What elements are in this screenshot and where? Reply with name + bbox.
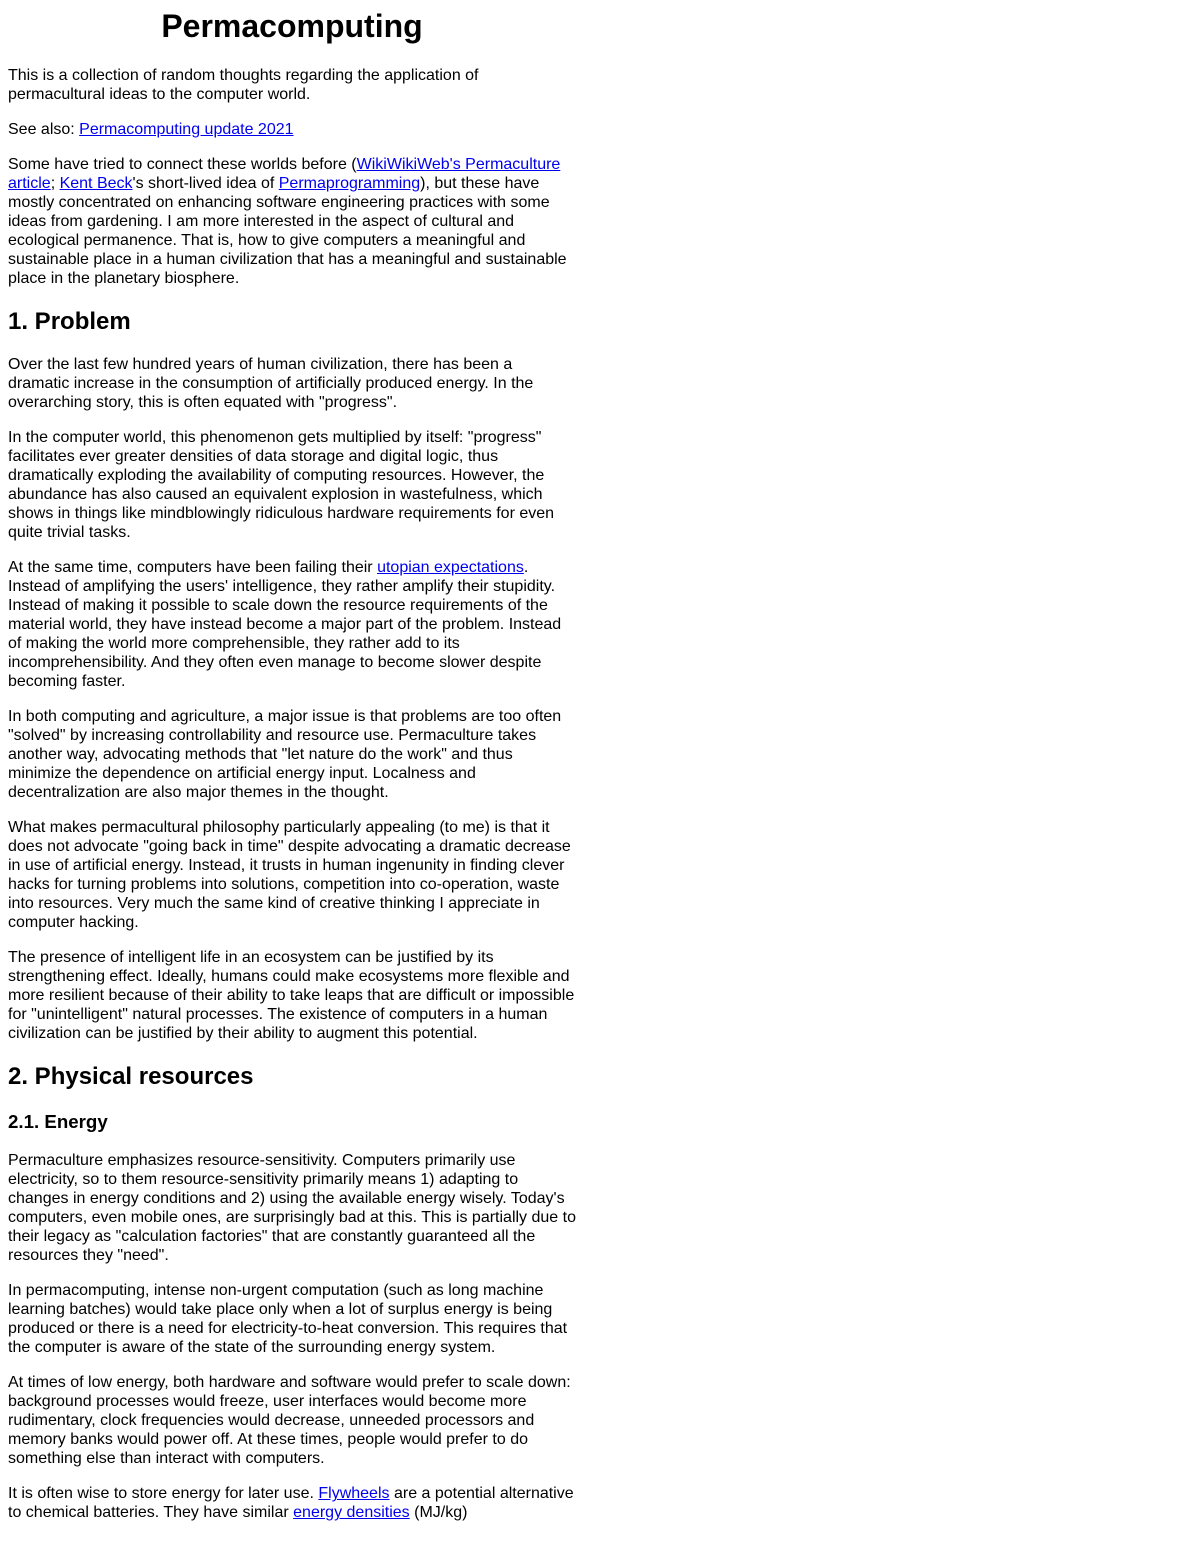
text-run: In the computer world, this phenomenon gets multiplied by itself: "progress" facilitates ever greater densities of data storage and digital logic, thus dramatically exploding the availability of computing resources. However, the abundance has also caused an equivalent explosion in wastefulness, which shows in things like mindblowingly ridiculous hardware requirements for even quite trivial tasks. bbox=[8, 429, 555, 542]
text-run: Permaculture emphasizes resource-sensitivity. Computers primarily use electricity, so to them resource-sensitivity primarily means 1) adapting to changes in energy conditions and 2) using the available energy wisely. Today's computers, even mobile ones, are surprisingly bad at this. This is partially due to their legacy as "calculation factories" that are constantly guaranteed all the resources they "need". bbox=[8, 1152, 576, 1265]
paragraph bbox=[8, 558, 576, 691]
heading-2-physical-resources: 2. Physical resources bbox=[8, 1063, 254, 1091]
text-run: 's short-lived idea of bbox=[132, 174, 279, 192]
text-run: Over the last few hundred years of human civilization, there has been a dramatic increase in the consumption of artificially produced energy. In the overarching story, this is often equated with "progress". bbox=[8, 356, 534, 412]
heading-2-1-energy: 2.1. Energy bbox=[8, 1110, 108, 1132]
paragraph bbox=[8, 355, 576, 412]
text-run: ), but these have mostly concentrated on enhancing software engineering practices with some ideas from gardening. I am more interested in the aspect of cultural and ecological permanence. That is, how to give computers a meaningful and sustainable place in a human civilization that has a meaningful and sustainable place in the planetary biosphere. bbox=[8, 174, 567, 287]
text-run: ; bbox=[50, 174, 60, 192]
text-run: Some have tried to connect these worlds before ( bbox=[8, 155, 357, 173]
link-energy-densities[interactable]: energy densities bbox=[293, 1504, 410, 1522]
link-permacomputing-update-2021[interactable]: Permacomputing update 2021 bbox=[79, 120, 294, 138]
link-permaprogramming[interactable]: Permaprogramming bbox=[278, 174, 421, 192]
heading-1-problem: 1. Problem bbox=[8, 307, 131, 335]
text-run: (MJ/kg) bbox=[409, 1504, 468, 1522]
paragraph bbox=[8, 155, 576, 288]
text-run: This is a collection of random thoughts regarding the application of permacultural ideas to the computer world. bbox=[8, 66, 479, 103]
text-run: The presence of intelligent life in an ecosystem can be justified by its strengthening effect. Ideally, humans could make ecosystems more flexible and more resilient because of their ability to take leaps that are difficult or impossible for "unintelligent" natural processes. The existence of computers in a human civilization can be justified by their ability to augment this potential. bbox=[8, 949, 575, 1043]
article-body bbox=[8, 66, 576, 1523]
link-flywheels[interactable]: Flywheels bbox=[318, 1485, 390, 1503]
text-run: It is often wise to store energy for later use. bbox=[8, 1485, 319, 1503]
paragraph bbox=[8, 1151, 576, 1265]
paragraph bbox=[8, 428, 576, 542]
paragraph bbox=[8, 707, 576, 802]
link-wikiwikiweb-s-permaculture-article[interactable]: WikiWikiWeb's Permaculture article bbox=[8, 155, 561, 192]
paragraph bbox=[8, 948, 576, 1043]
link-utopian-expectations[interactable]: utopian expectations bbox=[377, 559, 524, 577]
text-run: In both computing and agriculture, a major issue is that problems are too often "solved" by increasing controllability and resource use. Permaculture takes another way, advocating methods that "let nature do the work" and thus minimize the dependence on artificial energy input. Localness and decentralization are also major themes in the thought. bbox=[8, 708, 562, 802]
paragraph bbox=[8, 120, 576, 139]
text-run: At times of low energy, both hardware and software would prefer to scale down: background processes would freeze, user interfaces would become more rudimentary, clock frequencies would decrease, unneeded processors and memory banks would power off. At these times, people would prefer to do something else than interact with computers. bbox=[8, 1374, 571, 1468]
link-kent-beck[interactable]: Kent Beck bbox=[59, 174, 133, 192]
paragraph bbox=[8, 1373, 576, 1468]
text-run: At the same time, computers have been failing their bbox=[8, 559, 378, 577]
text-run: . Instead of amplifying the users' intelligence, they rather amplify their stupidity. Instead of making it possible to scale down the resource requirements of the material world, they have instead become a major part of the problem. Instead of making the world more comprehensible, they rather add to its incomprehensibility. And they often even manage to become slower despite becoming faster. bbox=[8, 559, 562, 691]
paragraph bbox=[8, 818, 576, 932]
paragraph bbox=[8, 66, 576, 104]
page-title: Permacomputing bbox=[161, 8, 423, 44]
text-run: What makes permacultural philosophy particularly appealing (to me) is that it does not advocate "going back in time" despite advocating a dramatic decrease in use of artificial energy. Instead, it trusts in human ingenunity in finding clever hacks for turning problems into solutions, competition into co-operation, waste into resources. Very much the same kind of creative thinking I appreciate in computer hacking. bbox=[8, 819, 571, 932]
text-run: are a potential alternative to chemical batteries. They have similar bbox=[8, 1485, 574, 1522]
article bbox=[0, 0, 584, 1546]
text-run: In permacomputing, intense non-urgent computation (such as long machine learning batches) would take place only when a lot of surplus energy is being produced or there is a need for electricity-to-heat conversion. This requires that the computer is aware of the state of the surrounding energy system. bbox=[8, 1282, 568, 1357]
paragraph bbox=[8, 1484, 576, 1522]
paragraph bbox=[8, 1281, 576, 1357]
text-run: See also: bbox=[8, 120, 80, 138]
